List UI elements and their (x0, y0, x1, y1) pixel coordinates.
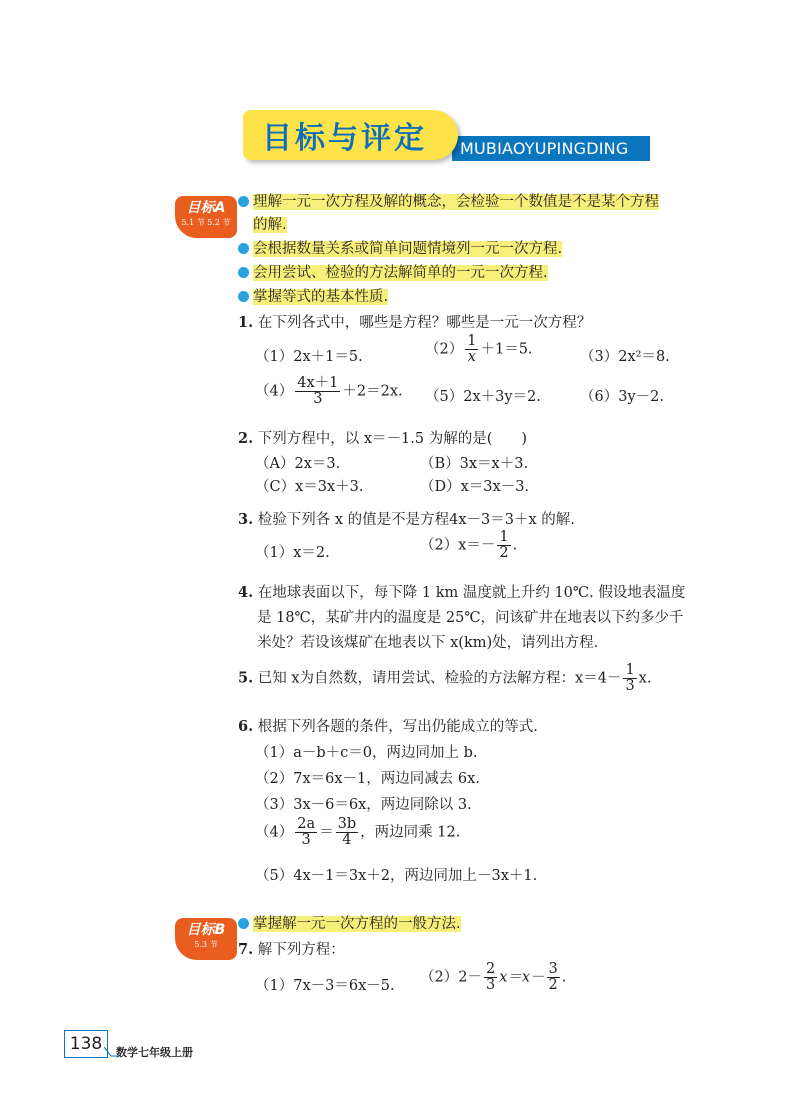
goal-b-badge (175, 918, 237, 960)
q6-stem: 6. 根据下列各题的条件，写出仍能成立的等式. (238, 718, 538, 735)
q1-stem: 1. 在下列各式中，哪些是方程？哪些是一元一次方程？ (238, 314, 592, 331)
header-title: 目标与评定 (262, 121, 427, 156)
q2-option-b: （B）3x＝x＋3. (420, 456, 529, 472)
header-subtitle: MUBIAOYUPINGDING (460, 139, 629, 158)
q5-stem: 5. 已知 x为自然数，请用尝试、检验的方法解方程：x＝4－ $\frac{1}{3}$ x. (238, 662, 652, 695)
q6-option-5: （5）4x－1＝3x＋2，两边同加上－3x＋1. (255, 868, 538, 884)
q1-option-1: （1）2x＋1＝5. (255, 349, 363, 365)
goal-a-item-3: 会用尝试、检验的方法解简单的一元一次方程. (238, 262, 548, 284)
q2-option-a: （A）2x＝3. (255, 456, 341, 472)
goal-a-item-1-cont: 的解. (253, 217, 287, 233)
q4-line-3: 米处？若设该煤矿在地表以下 x(km)处，请列出方程. (257, 635, 599, 651)
bullet-icon (238, 243, 249, 254)
q1-option-6: （6）3y－2. (580, 389, 664, 405)
bullet-icon (238, 267, 249, 278)
q7-option-2: （2）2－ $\frac{2}{3}$ x＝x－ $\frac{3}{2}$ . (420, 961, 567, 994)
bullet-icon (238, 918, 249, 929)
goal-b-sections: 5.3 节 (194, 940, 218, 949)
goal-a-item-1: 理解一元一次方程及解的概念，会检验一个数值是不是某个方程 (238, 191, 659, 213)
q6-option-3: （3）3x－6＝6x，两边同除以 3. (255, 797, 472, 813)
q1-option-5: （5）2x＋3y＝2. (425, 389, 541, 405)
q1-option-4: （4） $\frac{4x+1}{3}$ ＋2＝2x. (255, 375, 403, 408)
q1-option-3: （3）2x²＝8. (580, 349, 670, 365)
q3-option-1: （1）x＝2. (255, 545, 330, 561)
q2-option-c: （C）x＝3x＋3. (255, 479, 364, 495)
goal-a-item-2: 会根据数量关系或简单问题情境列一元一次方程. (238, 238, 562, 260)
page-number: 138 (64, 1030, 108, 1058)
q7-option-1: （1）7x－3＝6x－5. (255, 978, 395, 994)
q3-stem: 3. 检验下列各 x 的值是不是方程4x－3＝3＋x 的解. (238, 511, 575, 528)
q2-stem: 2. 下列方程中，以 x＝－1.5 为解的是( ) (238, 430, 528, 447)
q6-option-1: （1）a－b＋c＝0，两边同加上 b. (255, 745, 478, 761)
bullet-icon (238, 291, 249, 302)
goal-a-item-4: 掌握等式的基本性质. (238, 286, 388, 308)
q7-stem: 7. 解下列方程： (238, 941, 345, 958)
q4-line-1: 4. 在地球表面以下，每下降 1 km 温度就上升约 10℃. 假设地表温度 (238, 584, 686, 601)
q1-option-2: （2） $\frac{1}{x}$ ＋1＝5. (425, 333, 533, 366)
q6-option-2: （2）7x＝6x－1，两边同减去 6x. (255, 771, 480, 787)
goal-a-badge-label: 目标A (186, 200, 226, 216)
q4-line-2: 是 18℃，某矿井内的温度是 25℃，问该矿井在地表以下约多少千 (257, 610, 684, 626)
goal-b-badge-label: 目标B (186, 922, 226, 938)
bullet-icon (238, 196, 249, 207)
goal-b-item-1: 掌握解一元一次方程的一般方法. (238, 913, 461, 935)
book-title: 数学七年级上册 (116, 1046, 193, 1059)
q3-option-2: （2）x＝－ $\frac{1}{2}$ . (420, 529, 518, 562)
goal-a-badge (175, 196, 237, 238)
q6-option-4: （4） $\frac{2a}{3}$ ＝ $\frac{3b}{4}$ ，两边同乘 12. (255, 816, 461, 849)
goal-a-sections: 5.1 节 5.2 节 (181, 218, 231, 227)
q2-option-d: （D）x＝3x－3. (420, 479, 530, 495)
